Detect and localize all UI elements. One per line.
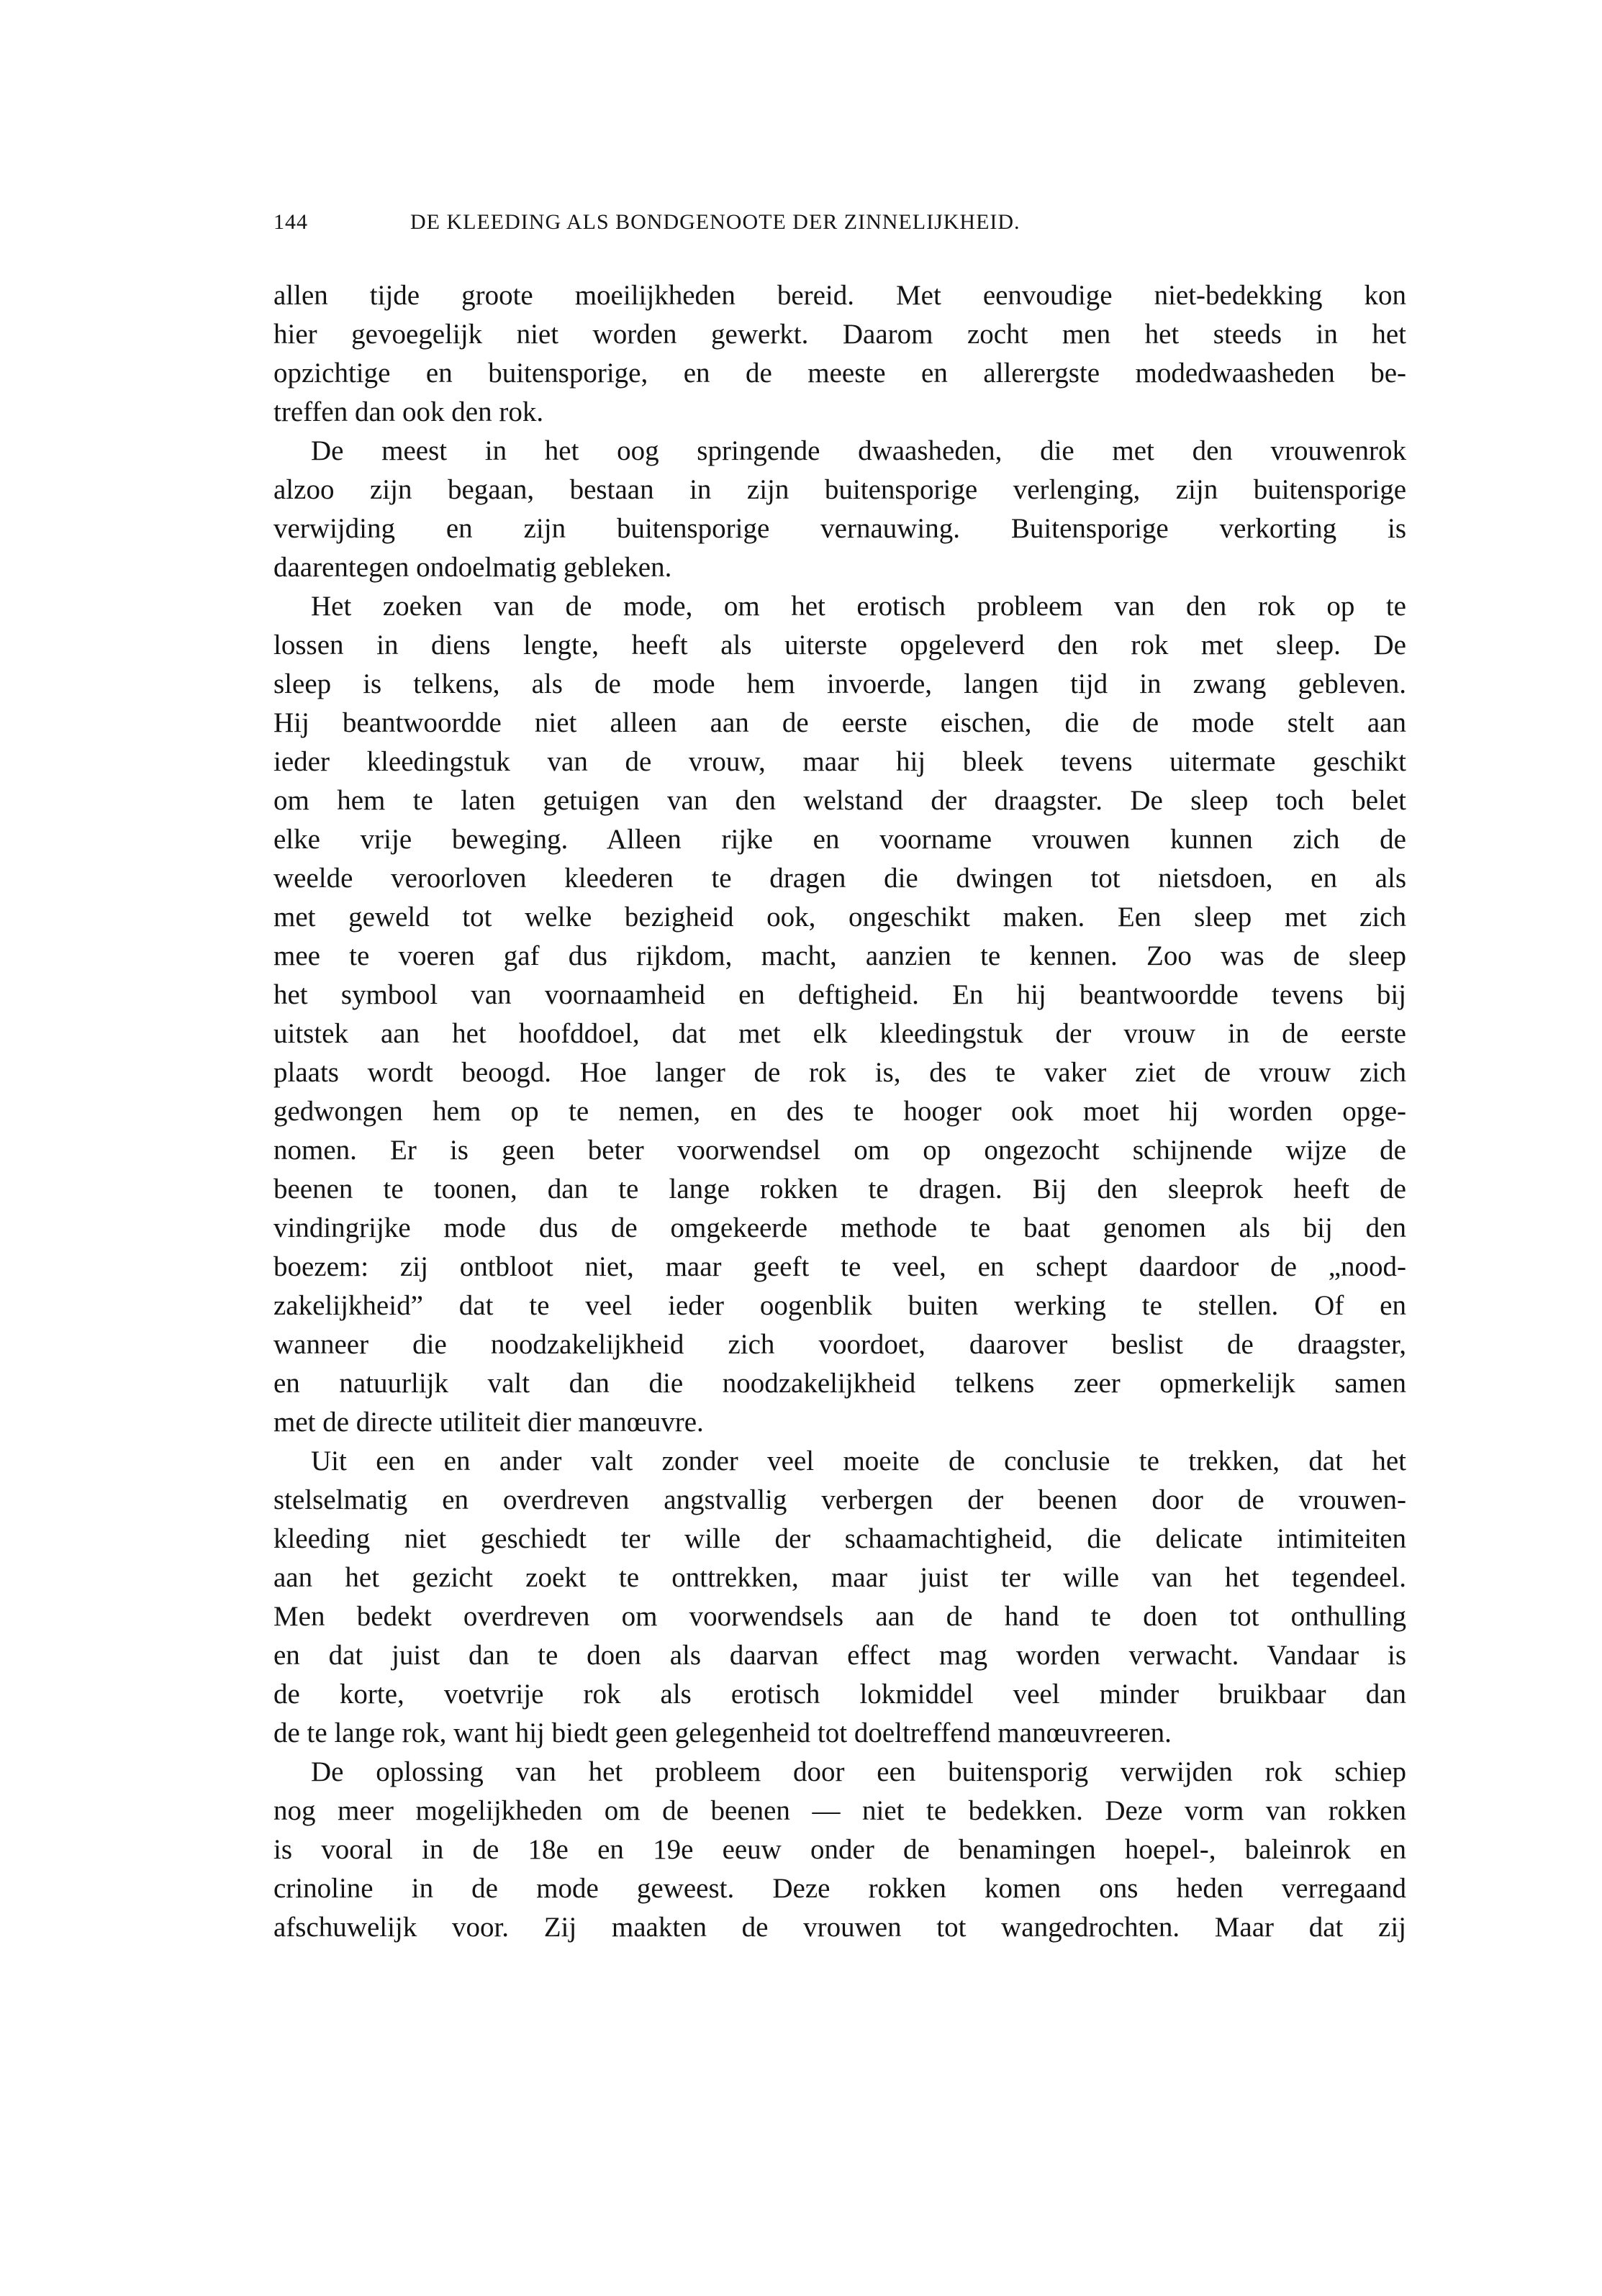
text-line: allen tijde groote moeilijkheden bereid. Met eenvoudige niet-bedekking kon	[273, 280, 1406, 311]
text-line: nomen. Er is geen beter voorwendsel om op ongezocht schijnende wijze de	[273, 1135, 1406, 1166]
text-line: De meest in het oog springende dwaasheden, die met den vrouwenrok	[311, 435, 1406, 466]
text-line: wanneer die noodzakelijkheid zich voordoet, daarover beslist de draagster,	[273, 1329, 1406, 1360]
text-line: de korte, voetvrije rok als erotisch lokmiddel veel minder bruikbaar dan	[273, 1679, 1406, 1710]
text-line: stelselmatig en overdreven angstvallig verbergen der beenen door de vrouwen-	[273, 1484, 1406, 1515]
text-line: aan het gezicht zoekt te onttrekken, maar juist ter wille van het tegendeel.	[273, 1562, 1406, 1593]
paragraph	[273, 432, 1406, 587]
text-line: De oplossing van het probleem door een buitensporig verwijden rok schiep	[311, 1756, 1406, 1787]
text-line: kleeding niet geschiedt ter wille der schaamachtigheid, die delicate intimiteiten	[273, 1523, 1406, 1554]
text-line: treffen dan ook den rok.	[273, 396, 544, 427]
text-line: afschuwelijk voor. Zij maakten de vrouwen tot wangedrochten. Maar dat zij	[273, 1912, 1406, 1943]
text-line: en dat juist dan te doen als daarvan effect mag worden verwacht. Vandaar is	[273, 1640, 1406, 1671]
text-line: daarentegen ondoelmatig gebleken.	[273, 552, 672, 583]
text-line: opzichtige en buitensporige, en de meeste en allerergste modedwaasheden be-	[273, 358, 1406, 389]
page-number: 144	[273, 210, 308, 234]
text-line: alzoo zijn begaan, bestaan in zijn buitensporige verlenging, zijn buitensporige	[273, 474, 1406, 505]
text-line: uitstek aan het hoofddoel, dat met elk kleedingstuk der vrouw in de eerste	[273, 1018, 1406, 1049]
paragraph	[273, 1442, 1406, 1753]
running-title: DE KLEEDING ALS BONDGENOOTE DER ZINNELIJKHEID.	[410, 210, 1021, 234]
text-line: hier gevoegelijk niet worden gewerkt. Daarom zocht men het steeds in het	[273, 319, 1406, 350]
text-line: crinoline in de mode geweest. Deze rokken komen ons heden verregaand	[273, 1873, 1406, 1904]
text-line: en natuurlijk valt dan die noodzakelijkheid telkens zeer opmerkelijk samen	[273, 1368, 1406, 1399]
text-line: is vooral in de 18e en 19e eeuw onder de benamingen hoepel-, baleinrok en	[273, 1834, 1406, 1865]
text-line: elke vrije beweging. Alleen rijke en voorname vrouwen kunnen zich de	[273, 824, 1406, 855]
text-line: verwijding en zijn buitensporige vernauwing. Buitensporige verkorting is	[273, 513, 1406, 544]
text-line: weelde veroorloven kleederen te dragen die dwingen tot nietsdoen, en als	[273, 863, 1406, 894]
text-line: de te lange rok, want hij biedt geen gelegenheid tot doeltreffend manœuvreeren.	[273, 1718, 1172, 1748]
text-line: met geweld tot welke bezigheid ook, ongeschikt maken. Een sleep met zich	[273, 902, 1406, 933]
text-line: plaats wordt beoogd. Hoe langer de rok is, des te vaker ziet de vrouw zich	[273, 1057, 1406, 1088]
text-line: met de directe utiliteit dier manœuvre.	[273, 1407, 704, 1438]
text-line: Het zoeken van de mode, om het erotisch probleem van den rok op te	[311, 591, 1406, 622]
text-line: Men bedekt overdreven om voorwendsels aan de hand te doen tot onthulling	[273, 1601, 1406, 1632]
paragraph	[273, 587, 1406, 1442]
text-line: lossen in diens lengte, heeft als uiterste opgeleverd den rok met sleep. De	[273, 630, 1406, 661]
text-line: vindingrijke mode dus de omgekeerde methode te baat genomen als bij den	[273, 1212, 1406, 1243]
paragraph	[273, 1753, 1406, 1947]
text-line: Uit een en ander valt zonder veel moeite de conclusie te trekken, dat het	[311, 1446, 1406, 1476]
text-line: beenen te toonen, dan te lange rokken te dragen. Bij den sleeprok heeft de	[273, 1174, 1406, 1204]
text-line: sleep is telkens, als de mode hem invoerde, langen tijd in zwang gebleven.	[273, 668, 1406, 699]
running-header	[273, 210, 1406, 245]
body-text	[273, 276, 1406, 1947]
text-line: om hem te laten getuigen van den welstand der draagster. De sleep toch belet	[273, 785, 1406, 816]
text-line: zakelijkheid” dat te veel ieder oogenblik buiten werking te stellen. Of en	[273, 1290, 1406, 1321]
text-line: boezem: zij ontbloot niet, maar geeft te veel, en schept daardoor de „nood-	[273, 1251, 1406, 1282]
text-line: Hij beantwoordde niet alleen aan de eerste eischen, die de mode stelt aan	[273, 707, 1406, 738]
text-line: nog meer mogelijkheden om de beenen — niet te bedekken. Deze vorm van rokken	[273, 1795, 1406, 1826]
text-line: gedwongen hem op te nemen, en des te hooger ook moet hij worden opge-	[273, 1096, 1406, 1127]
paragraph	[273, 276, 1406, 432]
text-line: ieder kleedingstuk van de vrouw, maar hij bleek tevens uitermate geschikt	[273, 746, 1406, 777]
text-line: mee te voeren gaf dus rijkdom, macht, aanzien te kennen. Zoo was de sleep	[273, 940, 1406, 971]
text-line: het symbool van voornaamheid en deftigheid. En hij beantwoordde tevens bij	[273, 979, 1406, 1010]
